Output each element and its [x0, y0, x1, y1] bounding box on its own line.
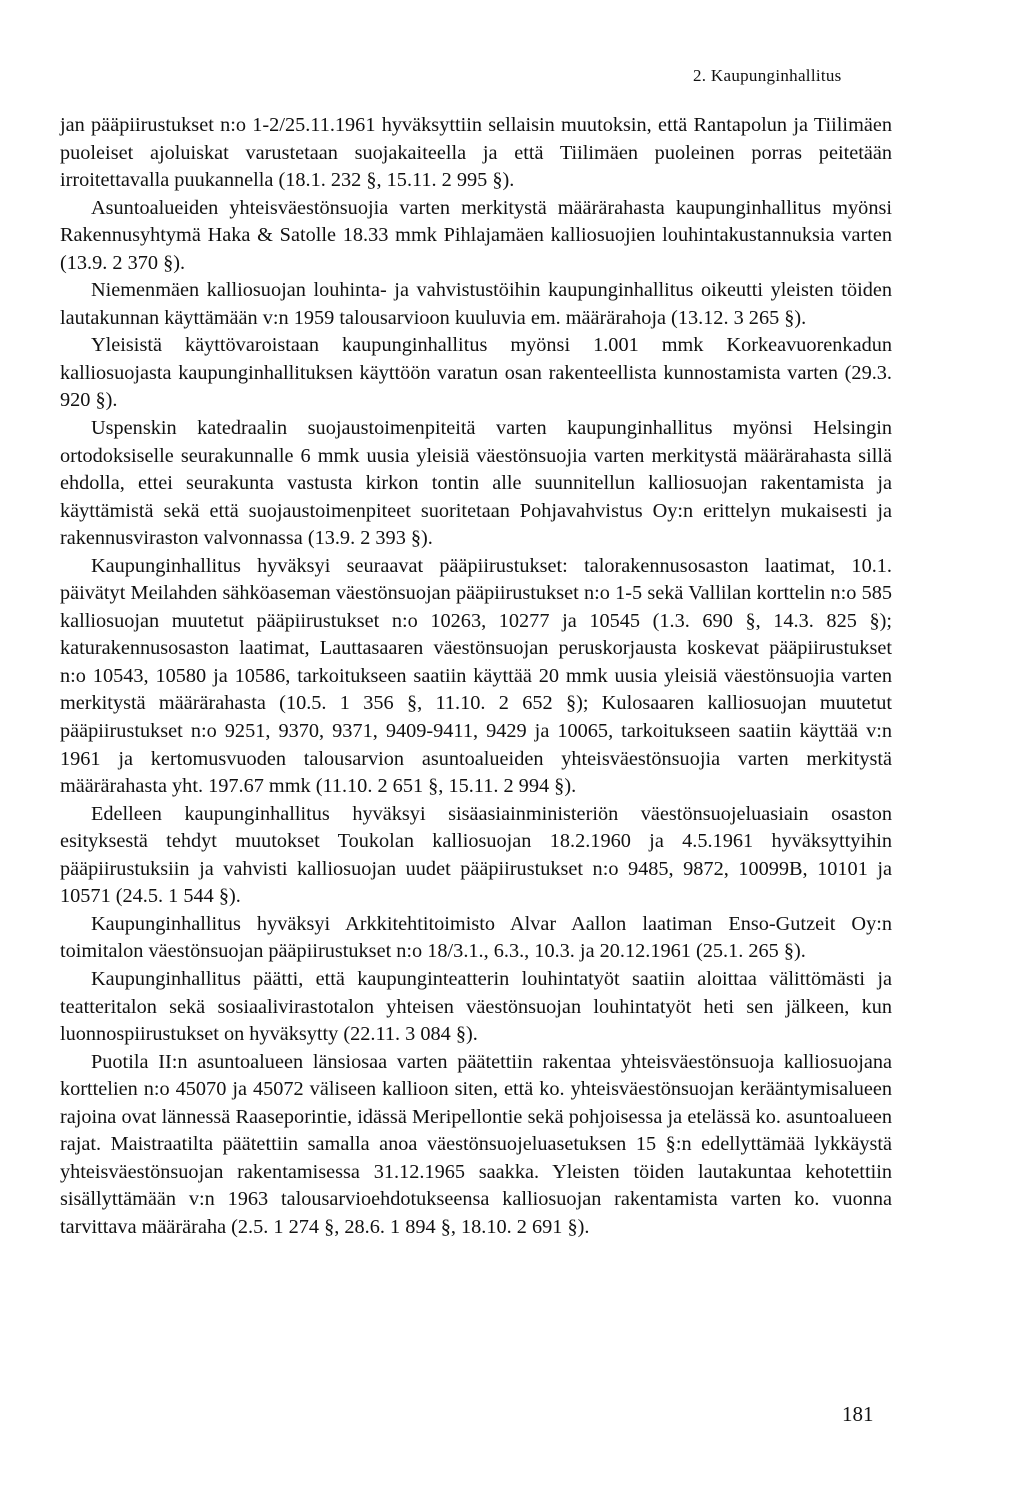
body-text: [60, 112, 892, 1241]
paragraph: Uspenskin katedraalin suojaustoimenpiteitä varten kaupunginhallitus myönsi Helsingin ortodoksiselle seurakunnalle 6 mmk uusia yleisiä väestönsuojia varten merkitystä määrärahasta sillä ehdolla, ettei seurakunta vastusta kirkon tontin alle suunnitellun kalliosuojan rakentamista ja käyttämistä sekä että suojaustoimenpiteet suoritetaan Pohjavahvistus Oy:n erittelyn mukaisesti ja rakennusviraston valvonnassa (13.9. 2 393 §).: [60, 417, 892, 550]
paragraph: Edelleen kaupunginhallitus hyväksyi sisäasiainministeriön väestönsuojeluasiain osaston esityksestä tehdyt muutokset Toukolan kalliosuojan 18.2.1960 ja 4.5.1961 hyväksyttyihin pääpiirustuksiin ja vahvisti kalliosuojan uudet pääpiirustukset n:o 9485, 9872, 10099B, 10101 ja 10571 (24.5. 1 544 §).: [60, 802, 892, 908]
running-head: 2. Kaupunginhallitus: [693, 66, 842, 85]
paragraph: Niemenmäen kalliosuojan louhinta- ja vahvistustöihin kaupunginhallitus oikeutti yleisten töiden lautakunnan käyttämään v:n 1959 talousarvioon kuuluvia em. määrärahoja (13.12. 3 265 §).: [60, 279, 892, 329]
paragraph: jan pääpiirustukset n:o 1-2/25.11.1961 hyväksyttiin sellaisin muutoksin, että Rantapolun ja Tiilimäen puoleiset ajoluiskat varustetaan suojakaiteella ja että Tiilimäen puoleinen porras peitetään irroitettavalla puukannella (18.1. 232 §, 15.11. 2 995 §).: [60, 114, 892, 192]
paragraph: Yleisistä käyttövaroistaan kaupunginhallitus myönsi 1.001 mmk Korkeavuorenkadun kalliosuojasta kaupunginhallituksen käyttöön varatun osan rakenteellista kunnostamista varten (29.3. 920 §).: [60, 334, 892, 412]
paragraph: Kaupunginhallitus päätti, että kaupunginteatterin louhintatyöt saatiin aloittaa välittömästi ja teatteritalon sekä sosiaalivirastotalon yhteisen väestönsuojan louhintatyöt heti sen jälkeen, kun luonnospiirustukset on hyväksytty (22.11. 3 084 §).: [60, 967, 892, 1046]
paragraph: Kaupunginhallitus hyväksyi Arkkitehtitoimisto Alvar Aallon laatiman Enso-Gutzeit Oy:n toimitalon väestönsuojan pääpiirustukset n:o 18/3.1., 6.3., 10.3. ja 20.12.1961 (25.1. 265 §).: [60, 912, 892, 963]
page-number: 181: [842, 1402, 874, 1426]
paragraph: Kaupunginhallitus hyväksyi seuraavat pääpiirustukset: talorakennusosaston laatimat, 10.1. päivätyt Meilahden sähköaseman väestönsuojan pääpiirustukset n:o 1-5 sekä Vallilan korttelin n:o 585 kalliosuojan muutetut pääpiirustukset n:o 10263, 10277 ja 10545 (1.3. 690 §, 14.3. 825 §); katurakennusosaston laatimat, Lauttasaaren väestönsuojan peruskorjausta koskevat pääpiirustukset n:o 10543, 10580 ja 10586, tarkoitukseen saatiin käyttää 20 mmk uusia yleisiä väestönsuojia varten merkitystä määrärahasta (10.5. 1 356 §, 11.10. 2 652 §); Kulosaaren kalliosuojan muutetut pääpiirustukset n:o 9251, 9370, 9371, 9409-9411, 9429 ja 10065, tarkoitukseen saatiin käyttää v:n 1961 ja kertomusvuoden talousarvion asuntoalueiden yhteisväestönsuojia varten merkitystä määrärahasta yht. 197.67 mmk (11.10. 2 651 §, 15.11. 2 994 §).: [60, 554, 892, 798]
paragraph: Asuntoalueiden yhteisväestönsuojia varten merkitystä määrärahasta kaupunginhallitus myönsi Rakennusyhtymä Haka & Satolle 18.33 mmk Pihlajamäen kalliosuojien louhintakustannuksia varten (13.9. 2 370 §).: [60, 196, 892, 274]
paragraph: Puotila II:n asuntoalueen länsiosaa varten päätettiin rakentaa yhteisväestönsuoja kalliosuojana korttelien n:o 45070 ja 45072 väliseen kallioon siten, että ko. yhteisväestönsuojan kerääntymisalueen rajoina ovat lännessä Raaseporintie, idässä Meripellontie sekä pohjoisessa ja etelässä ko. asuntoalueen rajat. Maistraatilta päätettiin samalla anoa väestönsuojeluasetuksen 15 §:n edellyttämää lykkäystä yhteisväestönsuojan rakentamisessa 31.12.1965 saakka. Yleisten töiden lautakuntaa kehotettiin sisällyttämään v:n 1963 talousarvioehdotukseensa kalliosuojan rakentamista varten ko. vuonna tarvittava määräraha (2.5. 1 274 §, 28.6. 1 894 §, 18.10. 2 691 §).: [60, 1050, 892, 1238]
